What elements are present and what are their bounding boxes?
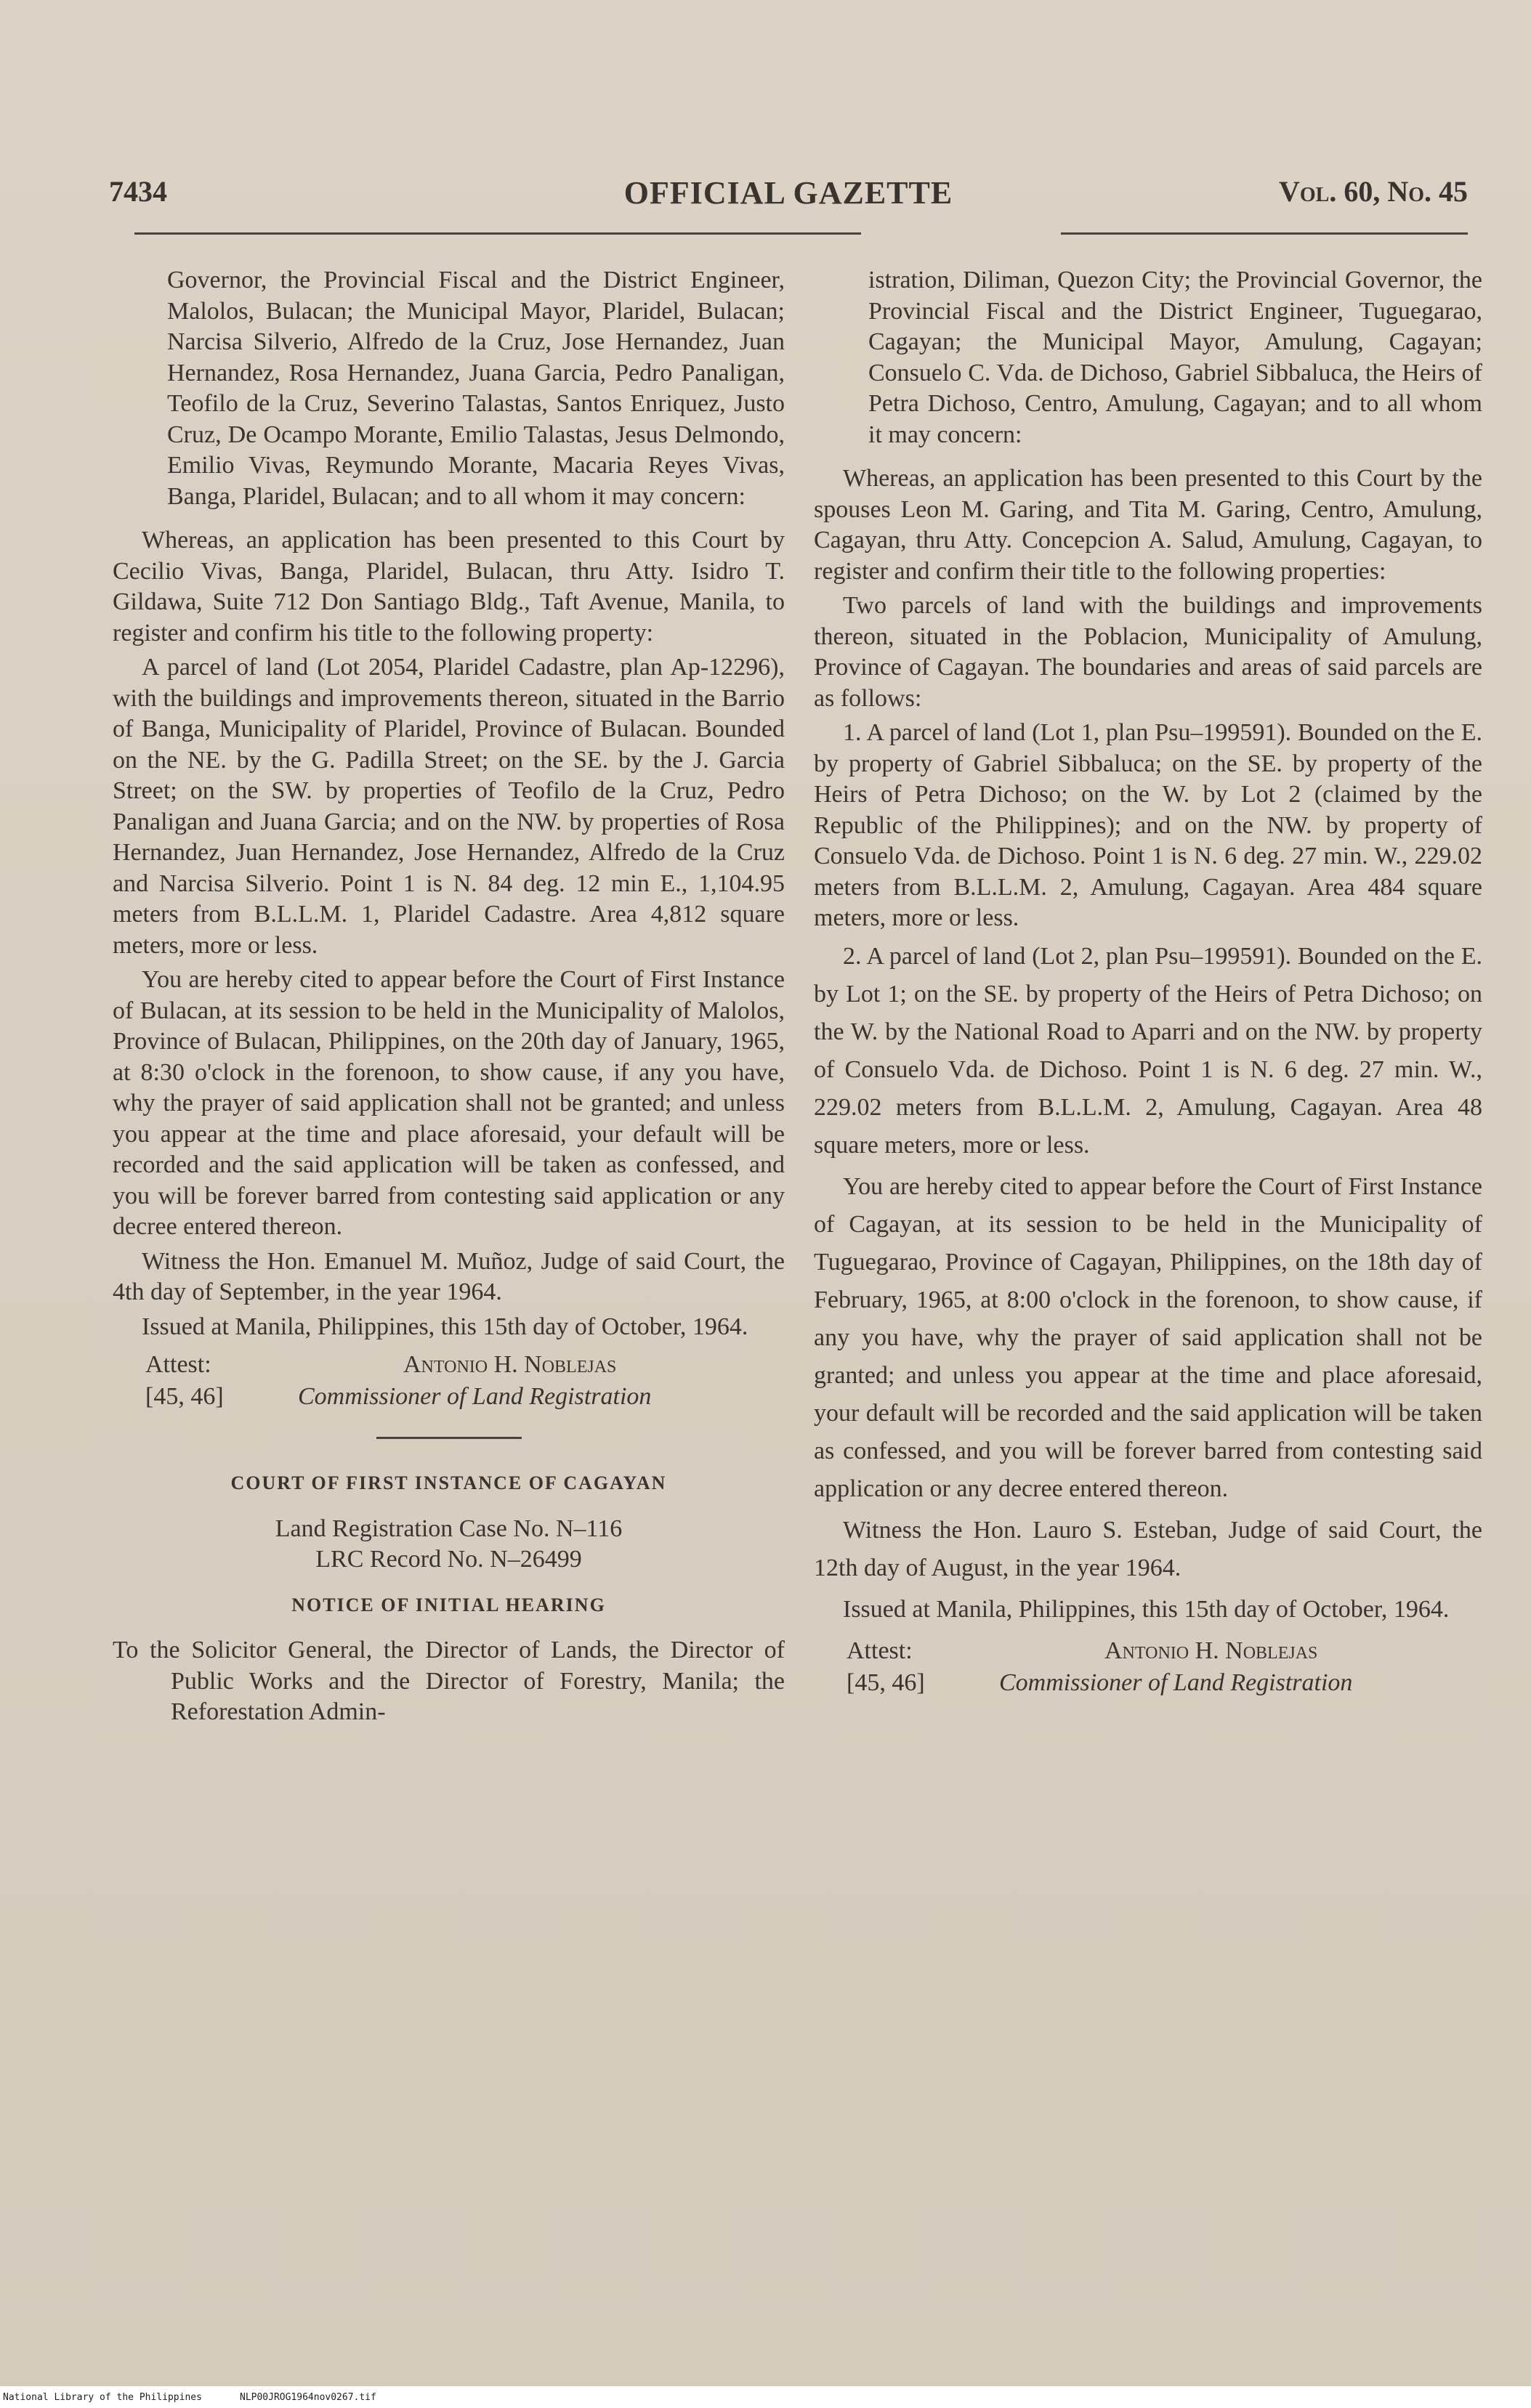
left-property-description: A parcel of land (Lot 2054, Plaridel Cadastre, plan Ap-12296), with the buildings and improvements thereon, situated in the Barrio of Banga, Municipality of Plaridel, Province of Bulacan. Bounded on the NE. by the G. Padilla Street; on the SE. by the J. Garcia Street; on the SW. by properties of Teofilo de la Cruz, Pedro Panaligan and Juana Garcia; and on the NW. by properties of Rosa Hernandez, Juan Hernandez, Jose Hernandez, Alfredo de la Cruz and Narcisa Silverio. Point 1 is N. 84 deg. 12 min E., 1,104.95 meters from B.L.L.M. 1, Plaridel Cadastre. Area 4,812 square meters, more or less. xyxy=(113,654,785,959)
right-addressees-continued: istration, Diliman, Quezon City; the Provincial Governor, the Provincial Fiscal and the District Engineer, Tuguegarao, Cagayan; the Municipal Mayor, Amulung, Cagayan; Consuelo C. Vda. de Dichoso, Gabriel Sibbaluca, the Heirs of Petra Dichoso, Centro, Amulung, Cagayan; and to all whom it may concern: xyxy=(868,267,1482,448)
left-witness-paragraph: Witness the Hon. Emanuel M. Muñoz, Judge of said Court, the 4th day of September, in the year 1964. xyxy=(113,1247,785,1305)
court-heading: COURT OF FIRST INSTANCE OF CAGAYAN xyxy=(230,1472,667,1493)
record-number: LRC Record No. N–26499 xyxy=(315,1546,582,1573)
attest-reference: [45, 46] xyxy=(145,1383,224,1410)
header-rule-right xyxy=(1061,232,1468,235)
attest-title: Commissioner of Land Registration xyxy=(298,1383,652,1410)
right-lower-block xyxy=(814,938,1482,1629)
attest-label: Attest: xyxy=(145,1351,211,1378)
attest-title: Commissioner of Land Registration xyxy=(999,1669,1353,1696)
right-parcel-one: 1. A parcel of land (Lot 1, plan Psu–199591). Bounded on the E. by property of Gabriel Sibbaluca; on the SE. by property of the Heirs of Petra Dichoso; on the W. by Lot 2 (claimed by the Republic of the Philippines); and on the NW. by property of Consuelo Vda. de Dichoso. Point 1 is N. 6 deg. 27 min. W., 229.02 meters from B.L.L.M. 2, Amulung, Cagayan. Area 484 square meters, more or less. xyxy=(814,719,1482,931)
left-column xyxy=(113,265,785,1728)
left-addressees-continued: Governor, the Provincial Fiscal and the District Engineer, Malolos, Bulacan; the Municipal Mayor, Plaridel, Bulacan; Narcisa Silverio, Alfredo de la Cruz, Jose Hernandez, Juan Hernandez, Rosa Hernandez, Juana Garcia, Pedro Panaligan, Teofilo de la Cruz, Severino Talastas, Santos Enriquez, Justo Cruz, De Ocampo Morante, Emilio Talastas, Jesus Delmondo, Emilio Vivas, Reymundo Morante, Macaria Reyes Vivas, Banga, Plaridel, Bulacan; and to all whom it may concern: xyxy=(167,267,785,510)
attest-reference: [45, 46] xyxy=(847,1669,925,1696)
attest-signatory: Antonio H. Noblejas xyxy=(1104,1637,1318,1664)
right-parcels-intro: Two parcels of land with the buildings and improvements thereon, situated in the Poblacion, Municipality of Amulung, Province of Cagayan. The boundaries and areas of said parcels are as follows: xyxy=(814,592,1482,712)
publication-title: OFFICIAL GAZETTE xyxy=(623,175,953,211)
left-whereas-paragraph: Whereas, an application has been presented to this Court by Cecilio Vivas, Banga, Plaridel, Bulacan, thru Atty. Isidro T. Gildawa, Suite 712 Don Santiago Bldg., Taft Avenue, Manila, to register and confirm his title to the following property: xyxy=(113,527,785,646)
attest-signatory: Antonio H. Noblejas xyxy=(403,1351,617,1378)
right-whereas-paragraph: Whereas, an application has been presented to this Court by the spouses Leon M. Garing, and Tita M. Garing, Centro, Amulung, Cagayan, thru Atty. Concepcion A. Salud, Amulung, Cagayan, to register and confirm their title to the following properties: xyxy=(814,465,1482,585)
page-number: 7434 xyxy=(109,175,167,208)
right-witness-paragraph: Witness the Hon. Lauro S. Esteban, Judge of said Court, the 12th day of August, in the year 1964. xyxy=(814,1516,1482,1581)
right-attestation xyxy=(814,1636,1482,1701)
page-header xyxy=(109,174,1468,218)
volume-number: Vol. 60, No. 45 xyxy=(1278,175,1468,208)
left-addressees: To the Solicitor General, the Director of Lands, the Director of Public Works and the Director of Forestry, Manila; the Reforestation Admin- xyxy=(113,1637,785,1725)
case-number: Land Registration Case No. N–116 xyxy=(275,1515,623,1542)
right-citation-paragraph: You are hereby cited to appear before the Court of First Instance of Cagayan, at its session to be held in the Municipality of Tuguegarao, Province of Cagayan, Philippines, on the 18th day of February, 1965, at 8:00 o'clock in the forenoon, to show cause, if any you have, why the prayer of said application shall not be granted; and unless you appear at the time and place aforesaid, your default will be recorded and the said application will be taken as confessed, and you will be forever barred from contesting said application or any decree entered thereon. xyxy=(814,1172,1482,1502)
attest-label: Attest: xyxy=(847,1637,913,1664)
header-rule-left xyxy=(134,232,861,235)
left-attestation xyxy=(113,1350,785,1415)
section-separator xyxy=(376,1437,522,1439)
right-column xyxy=(814,265,1482,1701)
footer-source: National Library of the Philippines xyxy=(3,2392,202,2403)
left-citation-paragraph: You are hereby cited to appear before the Court of First Instance of Bulacan, at its session to be held in the Municipality of Malolos, Province of Bulacan, Philippines, on the 20th day of January, 1965, at 8:30 o'clock in the forenoon, to show cause, if any you have, why the prayer of said application shall not be granted; and unless you appear at the time and place aforesaid, your default will be recorded and the said application will be taken as confessed, and you will be forever barred from contesting said application or any decree entered thereon. xyxy=(113,966,785,1240)
footer-filename: NLP00JROG1964nov0267.tif xyxy=(240,2392,376,2403)
right-parcel-two: 2. A parcel of land (Lot 2, plan Psu–199591). Bounded on the E. by Lot 1; on the SE. by property of the Heirs of Petra Dichoso; on the W. by the National Road to Aparri and on the NW. by property of Consuelo Vda. de Dichoso. Point 1 is N. 6 deg. 27 min. W., 229.02 meters from B.L.L.M. 2, Amulung, Cagayan. Area 48 square meters, more or less. xyxy=(814,942,1482,1159)
right-issued-paragraph: Issued at Manila, Philippines, this 15th day of October, 1964. xyxy=(843,1595,1450,1623)
notice-heading: NOTICE OF INITIAL HEARING xyxy=(291,1594,606,1616)
scan-footer xyxy=(0,2386,1531,2408)
left-issued-paragraph: Issued at Manila, Philippines, this 15th day of October, 1964. xyxy=(142,1313,748,1340)
